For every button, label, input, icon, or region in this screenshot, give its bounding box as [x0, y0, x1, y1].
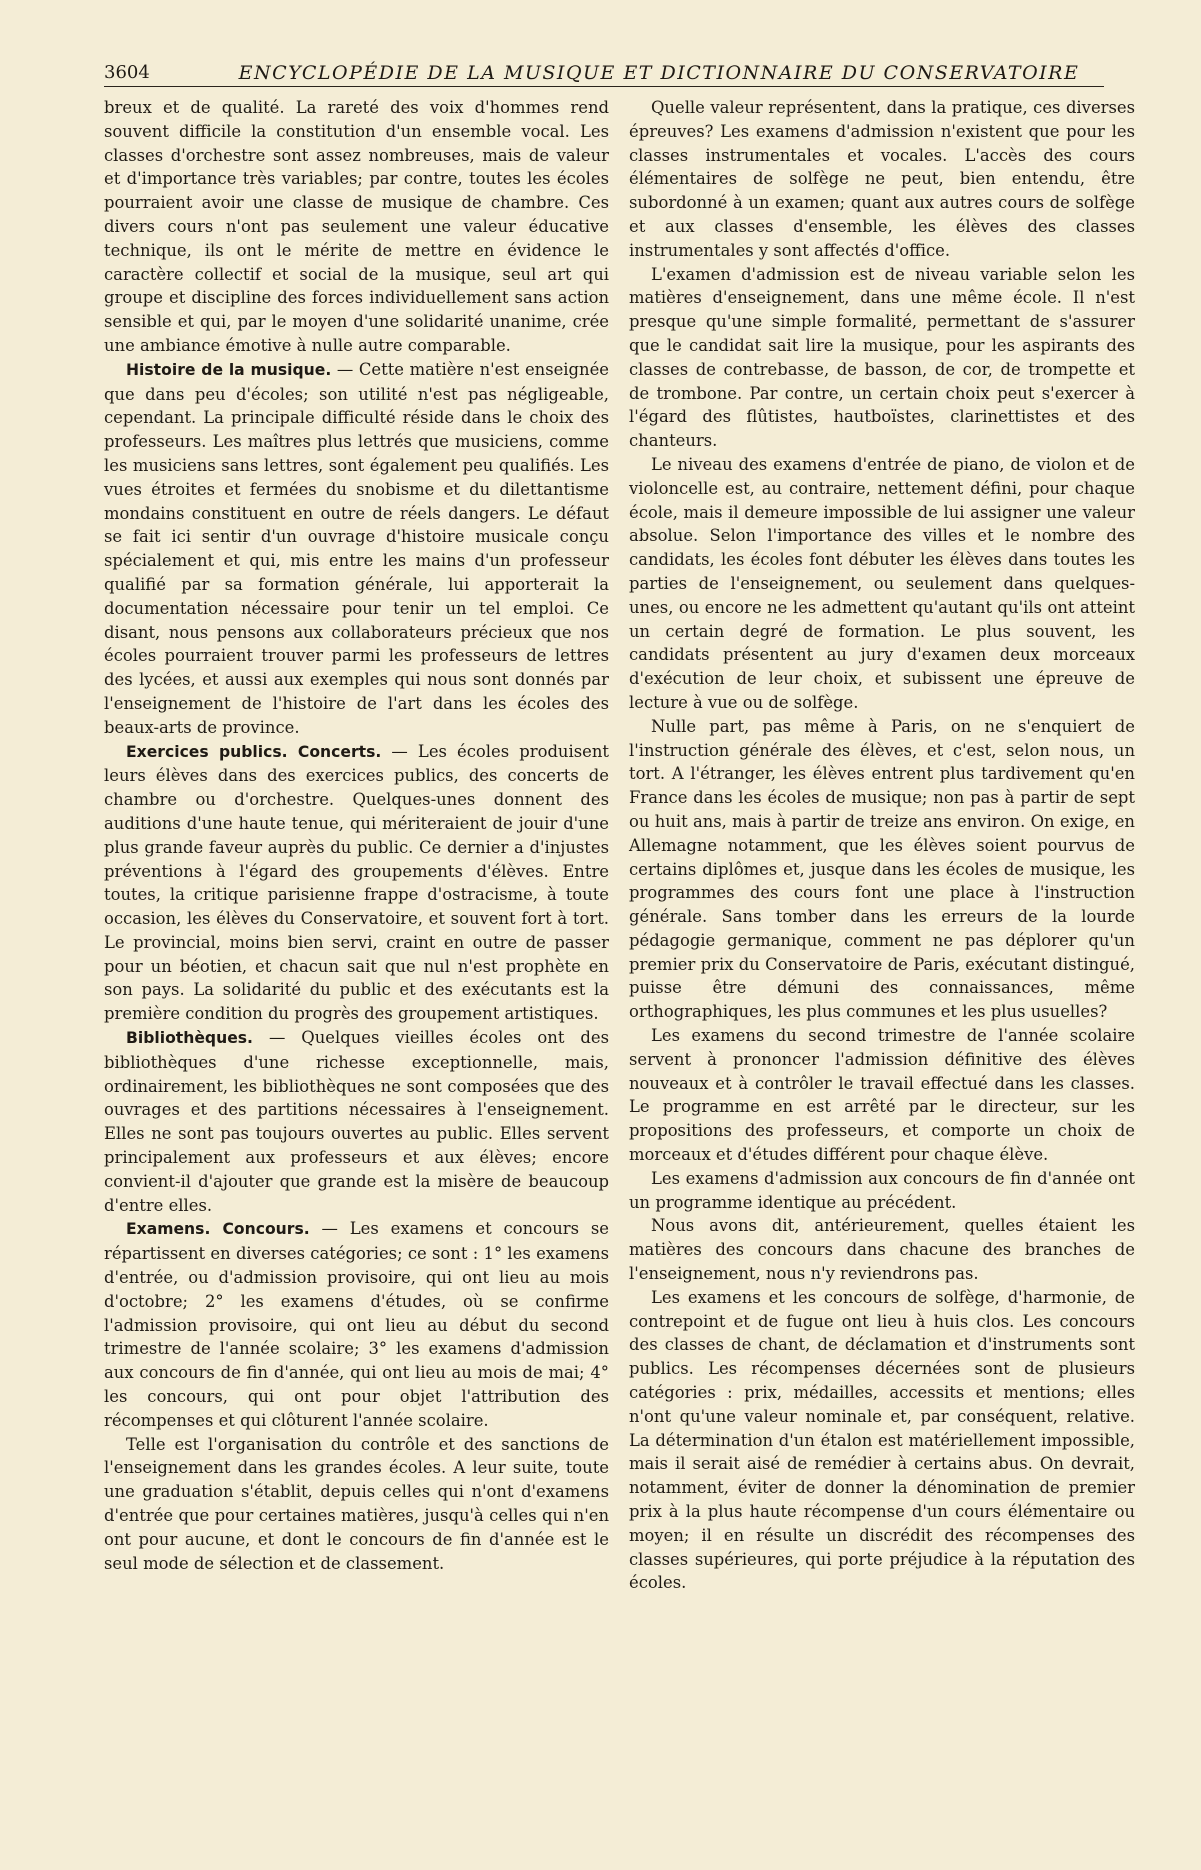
- paragraph: [104, 740, 609, 1027]
- section-heading: Bibliothèques.: [126, 1029, 253, 1048]
- section-heading: Examens. Concours.: [126, 1220, 310, 1239]
- paragraph: Nous avons dit, antérieurement, quelles étaient les matières des concours dans chacune des branches de l'enseignement, nous n'y reviendrons pas.: [629, 1216, 1135, 1284]
- paragraph: Telle est l'organisation du contrôle et des sanctions de l'enseignement dans les grandes écoles. A leur suite, toute une graduation s'établit, depuis celles qui n'ont d'examens d'entrée que pour certaines matières, jusqu'à celles qui n'en ont pour aucune, et dont le concours de fin d'année est le seul mode de sélection et de classement.: [104, 1434, 609, 1573]
- paragraph: Le niveau des examens d'entrée de piano, de violon et de violoncelle est, au contraire, nettement défini, pour chaque école, mais il demeure impossible de lui assigner une valeur absolue. Selon l'importance des villes et le nombre des candidats, les écoles font débuter les élèves dans toutes les parties de l'enseignement, ou seulement dans quelques-unes, ou encore ne les admettent qu'autant qu'ils ont atteint un certain degré de formation. Le plus souvent, les candidats présentent au jury d'examen deux morceaux d'exécution de leur choix, et subissent une épreuve de lecture à vue ou de solfège.: [629, 454, 1135, 712]
- paragraph: Nulle part, pas même à Paris, on ne s'enquiert de l'instruction générale des élèves, et c'est, selon nous, un tort. A l'étranger, les élèves entrent plus tardivement qu'en France dans les écoles de musique; non pas à partir de sept ou huit ans, mais à partir de treize ans environ. On exige, en Allemagne notamment, que les élèves soient pourvus de certains diplômes et, jusque dans les écoles de musique, les programmes des cours font une place à l'instruction générale. Sans tomber dans les erreurs de la lourde pédagogie germanique, comment ne pas déplorer qu'un premier prix du Conservatoire de Paris, exécutant distingué, puisse être démuni des connaissances, même orthographiques, les plus communes et les plus usuelles?: [629, 716, 1135, 1022]
- running-title: ENCYCLOPÉDIE DE LA MUSIQUE ET DICTIONNAIRE DU CONSERVATOIRE: [238, 62, 1080, 84]
- paragraph-text: — Quelques vieilles écoles ont des bibliothèques d'une richesse exceptionnelle, mais, ordinairement, les bibliothèques ne sont composées que des ouvrages et des partitions nécessaires à l'enseignement. Elles ne sont pas toujours ouvertes au public. Elles servent principalement aux professeurs et aux élèves; encore convient-il d'ajouter que grande est la misère de beaucoup d'entre elles.: [104, 1028, 609, 1215]
- page-number: 3604: [104, 62, 150, 83]
- left-column: [104, 96, 609, 1575]
- paragraph: [104, 1026, 609, 1217]
- paragraph-text: — Les écoles produisent leurs élèves dans des exercices publics, des concerts de chambre ou d'orchestre. Quelques-unes donnent des auditions d'une haute tenue, qui mériteraient de jouir d'une plus grande faveur auprès du public. Ce dernier a d'injustes préventions à l'égard des groupements d'élèves. Entre toutes, la critique parisienne frappe d'ostracisme, à toute occasion, les élèves du Conservatoire, et souvent fort à tort. Le provincial, moins bien servi, craint en outre de passer pour un béotien, et chacun sait que nul n'est prophète en son pays. La solidarité du public et des exécutants est la première condition du progrès des groupement artistiques.: [104, 741, 609, 1024]
- paragraph: Les examens et les concours de solfège, d'harmonie, de contrepoint et de fugue ont lieu à huis clos. Les concours des classes de chant, de déclamation et d'instruments sont publics. Les récompenses décernées sont de plusieurs catégories : prix, médailles, accessits et mentions; elles n'ont qu'une valeur nominale et, par conséquent, relative. La détermination d'un étalon est matériellement impossible, mais il serait aisé de remédier à certains abus. On devrait, notamment, éviter de donner la dénomination de premier prix à la plus haute récompense d'un cours élémentaire ou moyen; il en résulte un discrédit des récompenses des classes supérieures, qui porte préjudice à la réputation des écoles.: [629, 1287, 1135, 1593]
- paragraph-text: — Cette matière n'est enseignée que dans peu d'écoles; son utilité n'est pas négligeable, cependant. La principale difficulté réside dans le choix des professeurs. Les maîtres plus lettrés que musiciens, comme les musiciens sans lettres, sont également peu qualifiés. Les vues étroites et fermées du snobisme et du dilettantisme mondains constituent en outre de réels dangers. Le défaut se fait ici sentir d'un ouvrage d'histoire musicale conçu spécialement et qui, mis entre les mains d'un professeur qualifié par sa formation générale, lui apporterait la documentation nécessaire pour tenir un tel emploi. Ce disant, nous pensons aux collaborateurs précieux que nos écoles pourraient trouver parmi les professeurs de lettres des lycées, et aussi aux exemples qui nous sont donnés par l'enseignement de l'histoire de l'art dans les écoles des beaux-arts de province.: [104, 359, 609, 737]
- paragraph: L'examen d'admission est de niveau variable selon les matières d'enseignement, dans une même école. Il n'est presque qu'une simple formalité, permettant de s'assurer que le candidat sait lire la musique, pour les aspirants des classes de contrebasse, de basson, de cor, de trompette et de trombone. Par contre, un certain choix peut s'exercer à l'égard des flûtistes, hautboïstes, clarinettistes et des chanteurs.: [629, 264, 1135, 451]
- running-header: [104, 60, 1104, 87]
- paragraph: Les examens d'admission aux concours de fin d'année ont un programme identique au précédent.: [629, 1168, 1135, 1212]
- paragraph: [104, 358, 609, 740]
- section-heading: Exercices publics. Concerts.: [126, 742, 382, 761]
- paragraph: [104, 1217, 609, 1432]
- paragraph: breux et de qualité. La rareté des voix d'hommes rend souvent difficile la constitution d'un ensemble vocal. Les classes d'orchestre sont assez nombreuses, mais de valeur et d'importance très variables; par contre, toutes les écoles pourraient avoir une classe de musique de chambre. Ces divers cours n'ont pas seulement une valeur éducative technique, ils ont le mérite de mettre en évidence le caractère collectif et social de la musique, seul art qui groupe et discipline des forces individuellement sans action sensible et qui, par le moyen d'une solidarité unanime, crée une ambiance émotive à nulle autre comparable.: [104, 98, 609, 355]
- paragraph-text: — Les examens et concours se répartissent en diverses catégories; ce sont : 1° les examens d'entrée, ou d'admission provisoire, qui ont lieu au mois d'octobre; 2° les examens d'études, où se confirme l'admission provisoire, qui ont lieu au début du second trimestre de l'année scolaire; 3° les examens d'admission aux concours de fin d'année, qui ont lieu au mois de mai; 4° les concours, qui ont pour objet l'attribution des récompenses et qui clôturent l'année scolaire.: [104, 1219, 609, 1430]
- section-heading: Histoire de la musique.: [126, 360, 332, 379]
- right-column: [629, 96, 1135, 1595]
- paragraph: Quelle valeur représentent, dans la pratique, ces diverses épreuves? Les examens d'admission n'existent que pour les classes instrumentales et vocales. L'accès des cours élémentaires de solfège ne peut, bien entendu, être subordonné à un examen; quant aux autres cours de solfège et aux classes d'ensemble, les élèves des classes instrumentales y sont affectés d'office.: [629, 98, 1135, 260]
- paragraph: Les examens du second trimestre de l'année scolaire servent à prononcer l'admission définitive des élèves nouveaux et à contrôler le travail effectué dans les classes. Le programme en est arrêté par le directeur, sur les propositions des professeurs, et comporte un choix de morceaux et d'études différent pour chaque élève.: [629, 1026, 1135, 1165]
